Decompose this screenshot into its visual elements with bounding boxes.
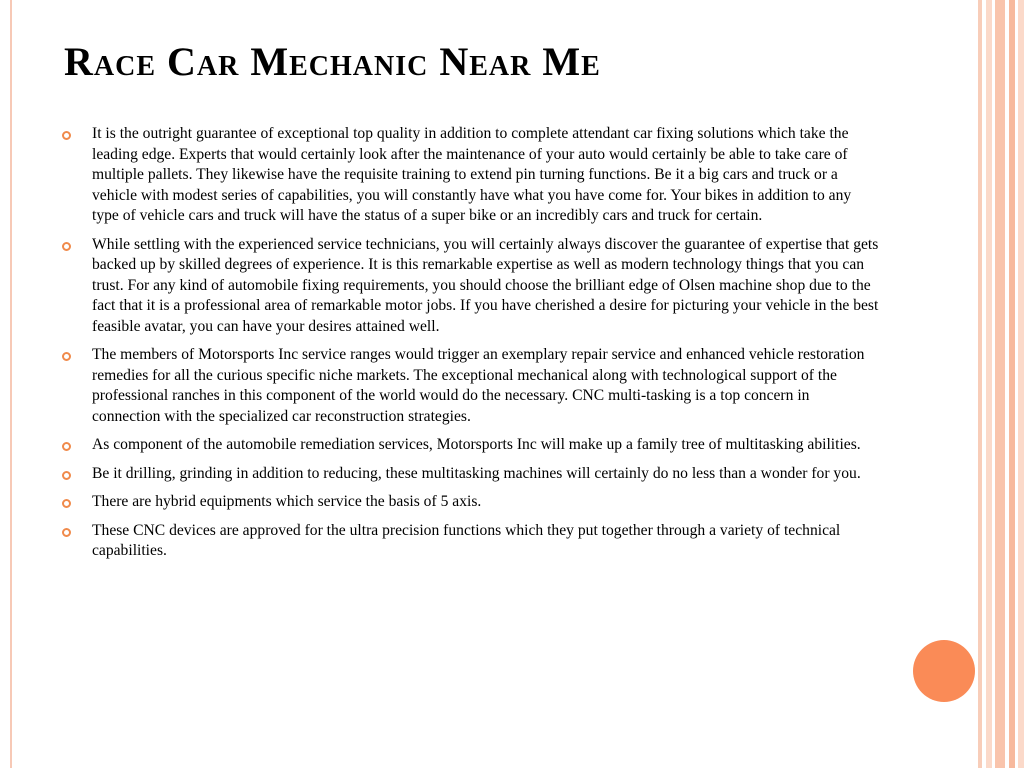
bullet-list <box>60 124 880 570</box>
accent-circle-decoration <box>913 640 975 702</box>
hollow-circle-bullet-icon <box>62 242 71 251</box>
slide-title: Race Car Mechanic Near Me <box>64 39 601 84</box>
right-stripe-decoration <box>995 0 1005 768</box>
bullet-text: While settling with the experienced service technicians, you will certainly always discover the guarantee of expertise that gets backed up by skilled degrees of experience. It is this remarkable expertise as well as modern technology things that you can trust. For any kind of automobile fixing requirements, you should choose the brilliant edge of Olsen machine shop due to the fact that it is a professional area of remarkable motor jobs. If you have cherished a desire for picturing your vehicle in the best feasible avatar, you can have your desires attained well. <box>92 235 879 335</box>
hollow-circle-bullet-icon <box>62 528 71 537</box>
bullet-text: As component of the automobile remediation services, Motorsports Inc will make up a family tree of multitasking abilities. <box>92 436 861 453</box>
hollow-circle-bullet-icon <box>62 499 71 508</box>
hollow-circle-bullet-icon <box>62 471 71 480</box>
hollow-circle-bullet-icon <box>62 131 71 140</box>
right-stripe-decoration <box>986 0 992 768</box>
bullet-text: It is the outright guarantee of exceptional top quality in addition to complete attendant car fixing solutions which take the leading edge. Experts that would certainly look after the maintenance of your auto would certainly be able to take care of multiple pallets. They likewise have the requisite training to extend pin turning functions. Be it a big cars and truck or a vehicle with modest series of capabilities, you will constantly have what you have come for. Your bikes in addition to any type of vehicle cars and truck will have the status of a super bike or an incredibly cars and truck for certain. <box>92 125 852 224</box>
left-border-line <box>10 0 12 768</box>
bullet-item <box>60 435 880 456</box>
hollow-circle-bullet-icon <box>62 352 71 361</box>
hollow-circle-bullet-icon <box>62 442 71 451</box>
right-stripe-decoration <box>978 0 982 768</box>
bullet-item <box>60 521 880 562</box>
bullet-item <box>60 235 880 338</box>
right-stripe-decoration <box>1018 0 1024 768</box>
bullet-text: Be it drilling, grinding in addition to reducing, these multitasking machines will certainly do no less than a wonder for you. <box>92 464 861 482</box>
bullet-text: These CNC devices are approved for the ultra precision functions which they put together through a variety of technical capabilities. <box>92 521 841 559</box>
bullet-text: There are hybrid equipments which service the basis of 5 axis. <box>92 493 482 510</box>
bullet-item <box>60 345 880 427</box>
bullet-text: The members of Motorsports Inc service ranges would trigger an exemplary repair service and enhanced vehicle restoration remedies for all the curious specific niche markets. The exceptional mechanical along with technological support of the professional ranches in this component of the world would do the necessary. CNC multi-tasking is a top concern in connection with the specialized car reconstruction strategies. <box>92 346 865 425</box>
bullet-item <box>60 124 880 227</box>
right-stripe-decoration <box>1009 0 1015 768</box>
bullet-item <box>60 464 880 485</box>
bullet-item <box>60 492 880 513</box>
